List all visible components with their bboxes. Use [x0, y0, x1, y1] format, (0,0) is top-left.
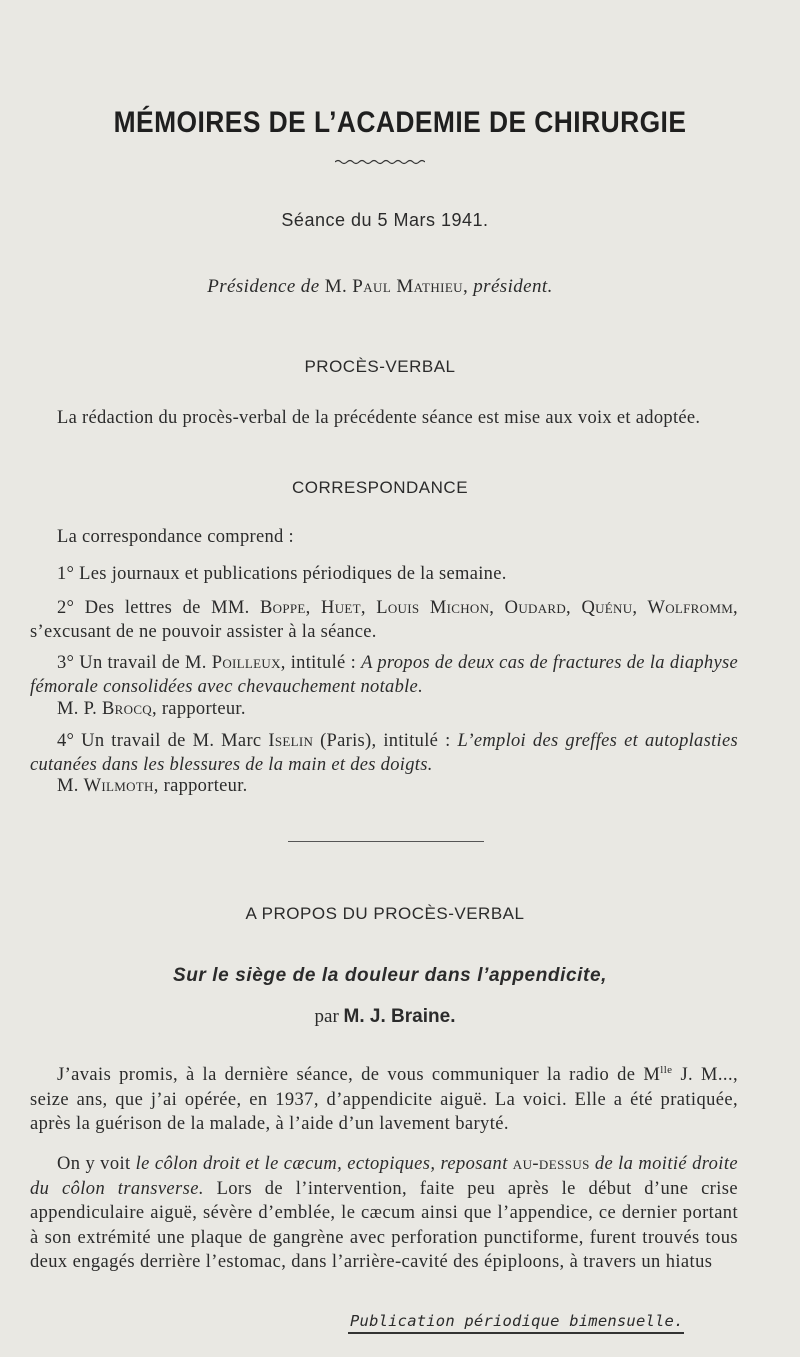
item4-text-a: 4° Un travail de M. Marc	[57, 731, 262, 751]
section-heading-correspondance: CORRESPONDANCE	[291, 478, 469, 497]
item3-title: A propos de deux cas de fractures de la diaphyse fémorale consolidées avec chevauchement notable.	[30, 653, 739, 697]
article-paragraph-1	[30, 1058, 738, 1137]
p2-italic-1: le côlon droit et le cæcum, ectopiques, reposant	[135, 1154, 508, 1174]
footer-note: Publication périodique bimensuelle.	[350, 1312, 684, 1330]
item3-author: Poilleux,	[211, 653, 286, 673]
item3-rapporteur-name: Brocq,	[102, 699, 157, 719]
item4-title: L’emploi des greffes et autoplasties cutanées dans les blessures de la main et des doigts.	[30, 731, 738, 775]
item4-text-b: (Paris), intitulé :	[320, 731, 451, 751]
p1-text-b: J. M..., seize ans, que j’ai opérée, en 1937, d’appendicite aiguë. La voici. Elle a été pratiquée, après la guérison de la malade, à l’aide d’un lavement baryté.	[30, 1065, 739, 1135]
section-heading-a-propos: A PROPOS DU PROCÈS-VERBAL	[245, 904, 525, 923]
correspondance-item-2	[30, 596, 738, 644]
item3-rapporteur-b: rapporteur.	[161, 699, 246, 719]
p2-text-a: On y voit	[57, 1154, 136, 1174]
p2-smallcaps: au-dessus	[507, 1154, 595, 1174]
article-title: Sur le siège de la douleur dans l’appendicite,	[172, 965, 608, 986]
presidence-line	[0, 276, 760, 298]
footer-underline	[348, 1332, 684, 1334]
separator-rule	[288, 841, 484, 842]
byline-prefix: par	[314, 1006, 339, 1027]
item3-text-b: intitulé :	[290, 653, 357, 673]
correspondance-item-3	[30, 651, 738, 699]
correspondance-item-1: 1° Les journaux et publications périodiques de la semaine.	[57, 564, 507, 584]
journal-title: MÉMOIRES DE L’ACADEMIE DE CHIRURGIE	[113, 106, 687, 139]
item3-text-a: 3° Un travail de M.	[57, 653, 207, 673]
item3-rapporteur	[57, 699, 246, 720]
article-paragraph-2	[30, 1152, 738, 1275]
presidence-prefix: Présidence de	[207, 276, 320, 297]
correspondance-intro: La correspondance comprend :	[57, 527, 294, 547]
proces-verbal-text: La rédaction du procès-verbal de la précédente séance est mise aux voix et adoptée.	[57, 408, 701, 428]
session-date: Séance du 5 Mars 1941.	[281, 210, 489, 230]
p1-superscript: lle	[660, 1064, 673, 1076]
item2-text-a: 2° Des lettres de MM.	[57, 598, 250, 618]
presidence-suffix: président.	[473, 276, 553, 297]
section-heading-proces-verbal: PROCÈS-VERBAL	[304, 357, 456, 376]
item4-rapporteur	[57, 776, 248, 797]
item4-rapporteur-a: M.	[57, 776, 79, 796]
item2-text-b: s’excusant de ne pouvoir assister à la séance.	[30, 622, 377, 642]
item3-rapporteur-a: M. P.	[57, 699, 98, 719]
p2-italic-2: de la moitié droite du côlon transverse.	[30, 1154, 738, 1199]
article-author: M. J. Braine.	[343, 1006, 456, 1027]
article-byline	[0, 1006, 770, 1028]
ornament-divider	[335, 158, 425, 166]
item4-rapporteur-name: Wilmoth,	[83, 776, 159, 796]
item4-rapporteur-b: rapporteur.	[163, 776, 248, 796]
presidence-name: M. Paul Mathieu,	[324, 276, 469, 297]
p1-text-a: J’avais promis, à la dernière séance, de vous communiquer la radio de M	[57, 1065, 661, 1086]
item2-names: Boppe, Huet, Louis Michon, Oudard, Quénu, Wolfromm,	[260, 598, 738, 618]
item4-author: Iselin	[268, 731, 314, 751]
p2-text-b: Lors de l’intervention, faite peu après le début d’une crise appendiculaire aiguë, sévère d’emblée, le cæcum ainsi que l’appendice, ce dernier portant à son extrémité une plaque de gangrène avec perforation punctiforme, furent trouvés tous deux engagés derrière l’estomac, dans l’arrière-cavité des épiploons, à travers un hiatus	[30, 1178, 738, 1272]
correspondance-item-4	[30, 729, 738, 777]
